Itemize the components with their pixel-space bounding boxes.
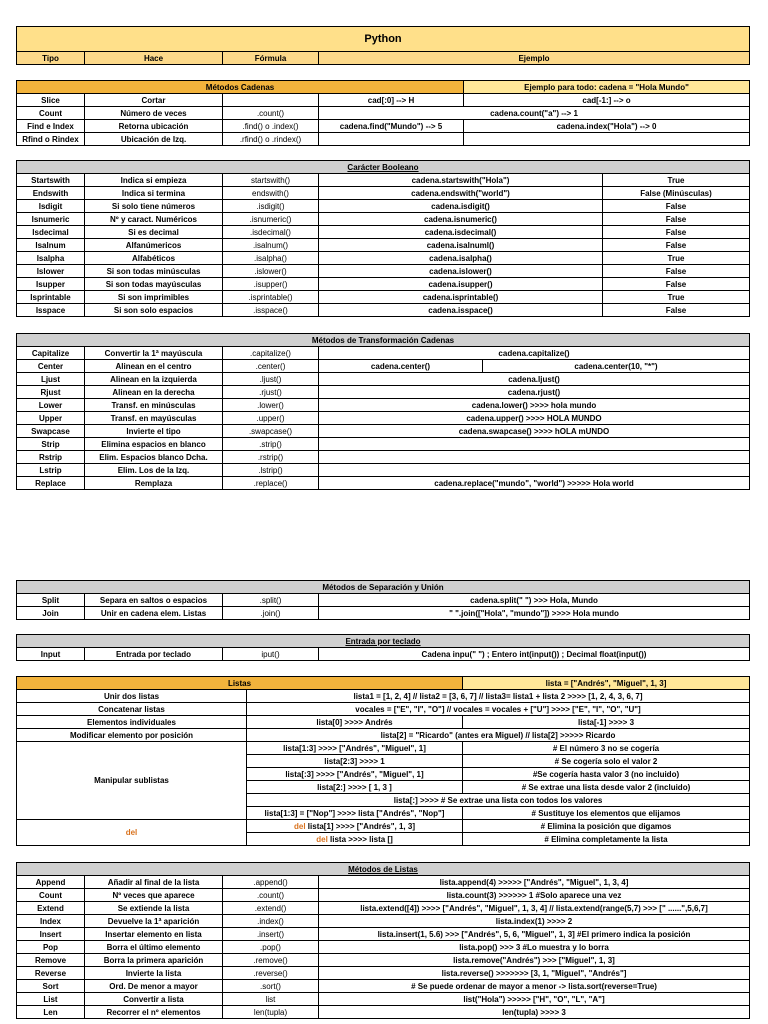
method-description: Remplaza: [85, 477, 223, 490]
method-formula: .isspace(): [223, 304, 319, 317]
method-formula: .isdigit(): [223, 200, 319, 213]
method-description: Número de veces: [85, 107, 223, 120]
listas-sustituye-comment: # Sustituye los elementos que elijamos: [463, 807, 750, 820]
method-description: Elimina espacios en blanco: [85, 438, 223, 451]
method-formula: .ljust(): [223, 373, 319, 386]
listas-section: [16, 676, 750, 846]
method-description: Separa en saltos o espacios: [85, 594, 223, 607]
method-description: Alinean en la izquierda: [85, 373, 223, 386]
method-result: False: [603, 200, 750, 213]
method-description: Retorna ubicación: [85, 120, 223, 133]
method-name: List: [17, 993, 85, 1006]
method-example: cadena.isalnuml(): [319, 239, 603, 252]
listas-manipular-comment: # El número 3 no se cogería: [463, 742, 750, 755]
method-name: Split: [17, 594, 85, 607]
entrada-section: [16, 634, 750, 661]
method-description: Alfanúmericos: [85, 239, 223, 252]
method-name: Isspace: [17, 304, 85, 317]
method-example: cadena.capitalize(): [319, 347, 750, 360]
method-example-2: cadena.index("Hola") --> 0: [464, 120, 750, 133]
method-name: Endswith: [17, 187, 85, 200]
method-result: False: [603, 278, 750, 291]
table-row: [17, 94, 750, 107]
entrada-ejemplo: Cadena inpu(" ") ; Entero int(input()) ; Decimal float(input()): [319, 648, 750, 661]
table-row: [17, 967, 750, 980]
listas-manipular-comment: #Se cogería hasta valor 3 (no incluido): [463, 768, 750, 781]
method-formula: .remove(): [223, 954, 319, 967]
table-row: [17, 928, 750, 941]
table-row: [17, 187, 750, 200]
del-keyword: del: [316, 834, 328, 844]
method-name: Pop: [17, 941, 85, 954]
method-example: cadena.isnumeric(): [319, 213, 603, 226]
method-example: cadena.upper() >>>> HOLA MUNDO: [319, 412, 750, 425]
method-name: Islower: [17, 265, 85, 278]
method-formula: .append(): [223, 876, 319, 889]
listas-elementos-code-1: lista[0] >>>> Andrés: [247, 716, 463, 729]
method-formula: .isalnum(): [223, 239, 319, 252]
method-example: cadena.isalpha(): [319, 252, 603, 265]
method-formula: .isalpha(): [223, 252, 319, 265]
listas-modificar-code: lista[2] = "Ricardo" (antes era Miguel) // lista[2] >>>>> Ricardo: [247, 729, 750, 742]
table-row: [17, 226, 750, 239]
method-name: Sort: [17, 980, 85, 993]
method-name: Len: [17, 1006, 85, 1019]
entrada-formula: iput(): [223, 648, 319, 661]
method-formula: endswith(): [223, 187, 319, 200]
table-row: [17, 889, 750, 902]
method-example: " ".join(["Hola", "mundo"]) >>>> Hola mundo: [319, 607, 750, 620]
method-name: Upper: [17, 412, 85, 425]
method-description: Alfabéticos: [85, 252, 223, 265]
method-example: lista.extend([4]) >>>> ["Andrés", "Miguel", 1, 3, 4] // lista.extend(range(5,7) >>> [" ......",5,6,7]: [319, 902, 750, 915]
listas-manipular-full: lista[:] >>>> # Se extrae una lista con todos los valores: [247, 794, 750, 807]
method-description: Convertir a lista: [85, 993, 223, 1006]
method-name: Rfind o Rindex: [17, 133, 85, 146]
method-name: Rjust: [17, 386, 85, 399]
method-description: Recorrer el nº elementos: [85, 1006, 223, 1019]
method-description: Invierte el tipo: [85, 425, 223, 438]
method-name: Capitalize: [17, 347, 85, 360]
method-result: False (Minúsculas): [603, 187, 750, 200]
method-formula: .rjust(): [223, 386, 319, 399]
method-description: Transf. en minúsculas: [85, 399, 223, 412]
entrada-tipo: Input: [17, 648, 85, 661]
method-description: Elim. Espacios blanco Dcha.: [85, 451, 223, 464]
method-description: Insertar elemento en lista: [85, 928, 223, 941]
listas-concatenar-code: vocales = ["E", "I", "O"] // vocales = vocales + ["U"] >>>> ["E", "I", "O", "U"]: [247, 703, 750, 716]
method-example: cadena.isupper(): [319, 278, 603, 291]
method-description: Añadir al final de la lista: [85, 876, 223, 889]
table-row: [17, 399, 750, 412]
method-formula: .isprintable(): [223, 291, 319, 304]
cadenas-title: Métodos Cadenas: [17, 81, 464, 94]
method-name: Isalpha: [17, 252, 85, 265]
method-formula: .insert(): [223, 928, 319, 941]
table-row: [17, 464, 750, 477]
method-formula: .islower(): [223, 265, 319, 278]
method-name: Ljust: [17, 373, 85, 386]
table-row: [17, 980, 750, 993]
listas-elementos-code-2: lista[-1] >>>> 3: [463, 716, 750, 729]
method-example: list("Hola") >>>>> ["H", "O", "L", "A"]: [319, 993, 750, 1006]
method-formula: .isnumeric(): [223, 213, 319, 226]
method-example: cadena.startswith("Hola"): [319, 174, 603, 187]
method-name: Isdigit: [17, 200, 85, 213]
method-name: Count: [17, 889, 85, 902]
method-example-2: cadena.center(10, "*"): [483, 360, 750, 373]
method-description: Si solo tiene números: [85, 200, 223, 213]
table-row: [17, 347, 750, 360]
method-formula: .strip(): [223, 438, 319, 451]
method-formula: list: [223, 993, 319, 1006]
method-formula: startswith(): [223, 174, 319, 187]
transformacion-section: [16, 333, 750, 490]
method-description: Si son todas mayúsculas: [85, 278, 223, 291]
method-example-2: cad[-1:] --> o: [464, 94, 750, 107]
method-name: Lower: [17, 399, 85, 412]
table-row: [17, 451, 750, 464]
metodos-listas-title: Métodos de Listas: [17, 863, 750, 876]
listas-unir-label: Unir dos listas: [17, 690, 247, 703]
method-example: cadena.isdecimal(): [319, 226, 603, 239]
method-name: Swapcase: [17, 425, 85, 438]
method-formula: .center(): [223, 360, 319, 373]
method-description: Convertir la 1ª mayúscula: [85, 347, 223, 360]
method-formula: .replace(): [223, 477, 319, 490]
listas-manipular-code: lista[:3] >>>> ["Andrés", "Miguel", 1]: [247, 768, 463, 781]
method-description: Invierte la lista: [85, 967, 223, 980]
method-formula: .index(): [223, 915, 319, 928]
method-name: Isnumeric: [17, 213, 85, 226]
method-example: cadena.lower() >>>> hola mundo: [319, 399, 750, 412]
method-name: Isdecimal: [17, 226, 85, 239]
method-example: [319, 133, 464, 146]
method-example: cadena.isprintable(): [319, 291, 603, 304]
table-row: [17, 1006, 750, 1019]
method-formula: .isdecimal(): [223, 226, 319, 239]
table-row: [17, 252, 750, 265]
table-row: [17, 213, 750, 226]
method-description: Si es decimal: [85, 226, 223, 239]
method-description: Si son imprimibles: [85, 291, 223, 304]
method-example-2: [464, 133, 750, 146]
method-description: Ubicación de Izq.: [85, 133, 223, 146]
method-result: True: [603, 174, 750, 187]
method-example: [319, 451, 750, 464]
separacion-section: [16, 580, 750, 620]
method-formula: .join(): [223, 607, 319, 620]
listas-manipular-code: lista[2:3] >>>> 1: [247, 755, 463, 768]
method-formula: .sort(): [223, 980, 319, 993]
listas-del-code: [247, 820, 463, 833]
method-description: Devuelve la 1ª aparición: [85, 915, 223, 928]
method-example: lista.index(1) >>>> 2: [319, 915, 750, 928]
method-formula: .capitalize(): [223, 347, 319, 360]
method-name: Replace: [17, 477, 85, 490]
method-formula: .count(): [223, 889, 319, 902]
method-description: Nº veces que aparece: [85, 889, 223, 902]
listas-del-comment: # Elimina completamente la lista: [463, 833, 750, 846]
method-result: False: [603, 239, 750, 252]
method-example: lista.remove("Andrés") >>> ["Miguel", 1, 3]: [319, 954, 750, 967]
method-example: len(tupla) >>>> 3: [319, 1006, 750, 1019]
method-example: cadena.count("a") --> 1: [319, 107, 750, 120]
table-row: [17, 200, 750, 213]
del-code-text: lista[1] >>>> ["Andrés", 1, 3]: [305, 821, 415, 831]
method-example: [319, 438, 750, 451]
header-tipo: Tipo: [17, 52, 85, 65]
method-name: Extend: [17, 902, 85, 915]
method-description: Unir en cadena elem. Listas: [85, 607, 223, 620]
table-row: [17, 386, 750, 399]
header-hace: Hace: [85, 52, 223, 65]
listas-title: Listas: [17, 677, 463, 690]
method-description: Indica si termina: [85, 187, 223, 200]
table-row: [17, 876, 750, 889]
method-description: Cortar: [85, 94, 223, 107]
method-name: Reverse: [17, 967, 85, 980]
method-description: Borra el último elemento: [85, 941, 223, 954]
method-description: Borra la primera aparición: [85, 954, 223, 967]
table-row: [17, 993, 750, 1006]
listas-manipular-code: lista[1:3] >>>> ["Andrés", "Miguel", 1]: [247, 742, 463, 755]
method-description: Indica si empieza: [85, 174, 223, 187]
method-example: cadena.find("Mundo") --> 5: [319, 120, 464, 133]
listas-manipular-code: lista[2:] >>>> [ 1, 3 ]: [247, 781, 463, 794]
method-formula: .pop(): [223, 941, 319, 954]
method-example: lista.count(3) >>>>>> 1 #Solo aparece una vez: [319, 889, 750, 902]
method-name: Isalnum: [17, 239, 85, 252]
header-ejemplo: Ejemplo: [319, 52, 750, 65]
table-row: [17, 265, 750, 278]
listas-example-title: lista = ["Andrés", "Miguel", 1, 3]: [463, 677, 750, 690]
booleano-title: Carácter Booleano: [17, 161, 750, 174]
method-name: Isprintable: [17, 291, 85, 304]
method-name: Startswith: [17, 174, 85, 187]
table-row: [17, 304, 750, 317]
del-keyword: del: [294, 821, 306, 831]
listas-manipular-label: Manipular sublistas: [17, 742, 247, 820]
method-formula: .rfind() o .rindex(): [223, 133, 319, 146]
table-row: [17, 107, 750, 120]
method-name: Insert: [17, 928, 85, 941]
method-example: cadena.ljust(): [319, 373, 750, 386]
header-section: [16, 26, 750, 65]
method-example: # Se puede ordenar de mayor a menor -> lista.sort(reverse=True): [319, 980, 750, 993]
method-example: cadena.rjust(): [319, 386, 750, 399]
method-result: True: [603, 291, 750, 304]
method-example: lista.append(4) >>>>> ["Andrés", "Miguel", 1, 3, 4]: [319, 876, 750, 889]
table-row: [17, 477, 750, 490]
table-row: [17, 425, 750, 438]
table-row: [17, 954, 750, 967]
listas-manipular-comment: # Se cogería solo el valor 2: [463, 755, 750, 768]
method-formula: .isupper(): [223, 278, 319, 291]
method-description: Nº y caract. Numéricos: [85, 213, 223, 226]
method-formula: len(tupla): [223, 1006, 319, 1019]
method-example: cadena.islower(): [319, 265, 603, 278]
table-row: [17, 174, 750, 187]
booleano-section: [16, 160, 750, 317]
table-row: [17, 412, 750, 425]
cadenas-example-title: Ejemplo para todo: cadena = "Hola Mundo": [464, 81, 750, 94]
method-example: cadena.endswith("world"): [319, 187, 603, 200]
table-row: [17, 360, 750, 373]
method-name: Append: [17, 876, 85, 889]
listas-unir-code: lista1 = [1, 2, 4] // lista2 = [3, 6, 7] // lista3= lista1 + lista 2 >>>> [1, 2, 4, 3, 6, 7]: [247, 690, 750, 703]
method-description: Si son solo espacios: [85, 304, 223, 317]
method-name: Lstrip: [17, 464, 85, 477]
method-example: lista.insert(1, 5.6) >>> ["Andrés", 5, 6, "Miguel", 1, 3] #El primero indica la posición: [319, 928, 750, 941]
listas-del-code: [247, 833, 463, 846]
method-description: Elim. Los de la Izq.: [85, 464, 223, 477]
listas-sustituye-code: lista[1:3] = ["Nop"] >>>> lista ["Andrés", "Nop"]: [247, 807, 463, 820]
method-name: Remove: [17, 954, 85, 967]
method-name: Slice: [17, 94, 85, 107]
method-example: [319, 464, 750, 477]
method-formula: .upper(): [223, 412, 319, 425]
method-formula: .swapcase(): [223, 425, 319, 438]
method-name: Join: [17, 607, 85, 620]
method-example: cadena.swapcase() >>>> hOLA mUNDO: [319, 425, 750, 438]
method-formula: .split(): [223, 594, 319, 607]
method-name: Rstrip: [17, 451, 85, 464]
method-example: cad[:0] --> H: [319, 94, 464, 107]
method-description: Transf. en mayúsculas: [85, 412, 223, 425]
table-row: [17, 902, 750, 915]
header-formula: Fórmula: [223, 52, 319, 65]
metodos-listas-section: [16, 862, 750, 1019]
entrada-hace: Entrada por teclado: [85, 648, 223, 661]
method-example: cadena.center(): [319, 360, 483, 373]
method-result: False: [603, 304, 750, 317]
method-formula: .reverse(): [223, 967, 319, 980]
separacion-title: Métodos de Separación y Unión: [17, 581, 750, 594]
listas-del-comment: # Elimina la posición que digamos: [463, 820, 750, 833]
page-title: Python: [17, 27, 750, 52]
method-formula: .count(): [223, 107, 319, 120]
listas-concatenar-label: Concatenar listas: [17, 703, 247, 716]
table-row: [17, 133, 750, 146]
listas-del-label: del: [17, 820, 247, 846]
table-row: [17, 594, 750, 607]
method-result: False: [603, 226, 750, 239]
listas-elementos-label: Elementos individuales: [17, 716, 247, 729]
table-row: [17, 239, 750, 252]
table-row: [17, 120, 750, 133]
table-row: [17, 607, 750, 620]
table-row: [17, 291, 750, 304]
method-example: cadena.replace("mundo", "world") >>>>> Hola world: [319, 477, 750, 490]
entrada-title: Entrada por teclado: [17, 635, 750, 648]
del-code-text: lista >>>> lista []: [327, 834, 393, 844]
method-formula: .lower(): [223, 399, 319, 412]
transformacion-title: Métodos de Transformación Cadenas: [17, 334, 750, 347]
listas-manipular-comment: # Se extrae una lista desde valor 2 (incluido): [463, 781, 750, 794]
method-formula: .rstrip(): [223, 451, 319, 464]
method-name: Center: [17, 360, 85, 373]
method-example: cadena.split(" ") >>> Hola, Mundo: [319, 594, 750, 607]
method-formula: [223, 94, 319, 107]
method-result: False: [603, 265, 750, 278]
method-description: Alinean en el centro: [85, 360, 223, 373]
method-example: cadena.isspace(): [319, 304, 603, 317]
method-example: lista.reverse() >>>>>>> [3, 1, "Miguel", "Andrés"]: [319, 967, 750, 980]
method-name: Isupper: [17, 278, 85, 291]
method-name: Strip: [17, 438, 85, 451]
method-name: Index: [17, 915, 85, 928]
method-description: Si son todas minúsculas: [85, 265, 223, 278]
method-name: Count: [17, 107, 85, 120]
method-formula: .lstrip(): [223, 464, 319, 477]
table-row: [17, 278, 750, 291]
method-description: Alinean en la derecha: [85, 386, 223, 399]
table-row: [17, 438, 750, 451]
method-description: Se extiende la lista: [85, 902, 223, 915]
cadenas-section: [16, 80, 750, 146]
method-description: Ord. De menor a mayor: [85, 980, 223, 993]
method-name: Find e Index: [17, 120, 85, 133]
method-result: True: [603, 252, 750, 265]
listas-modificar-label: Modificar elemento por posición: [17, 729, 247, 742]
table-row: [17, 941, 750, 954]
table-row: [17, 373, 750, 386]
method-example: cadena.isdigit(): [319, 200, 603, 213]
method-example: lista.pop() >>> 3 #Lo muestra y lo borra: [319, 941, 750, 954]
method-formula: .extend(): [223, 902, 319, 915]
table-row: [17, 915, 750, 928]
method-formula: .find() o .index(): [223, 120, 319, 133]
method-result: False: [603, 213, 750, 226]
